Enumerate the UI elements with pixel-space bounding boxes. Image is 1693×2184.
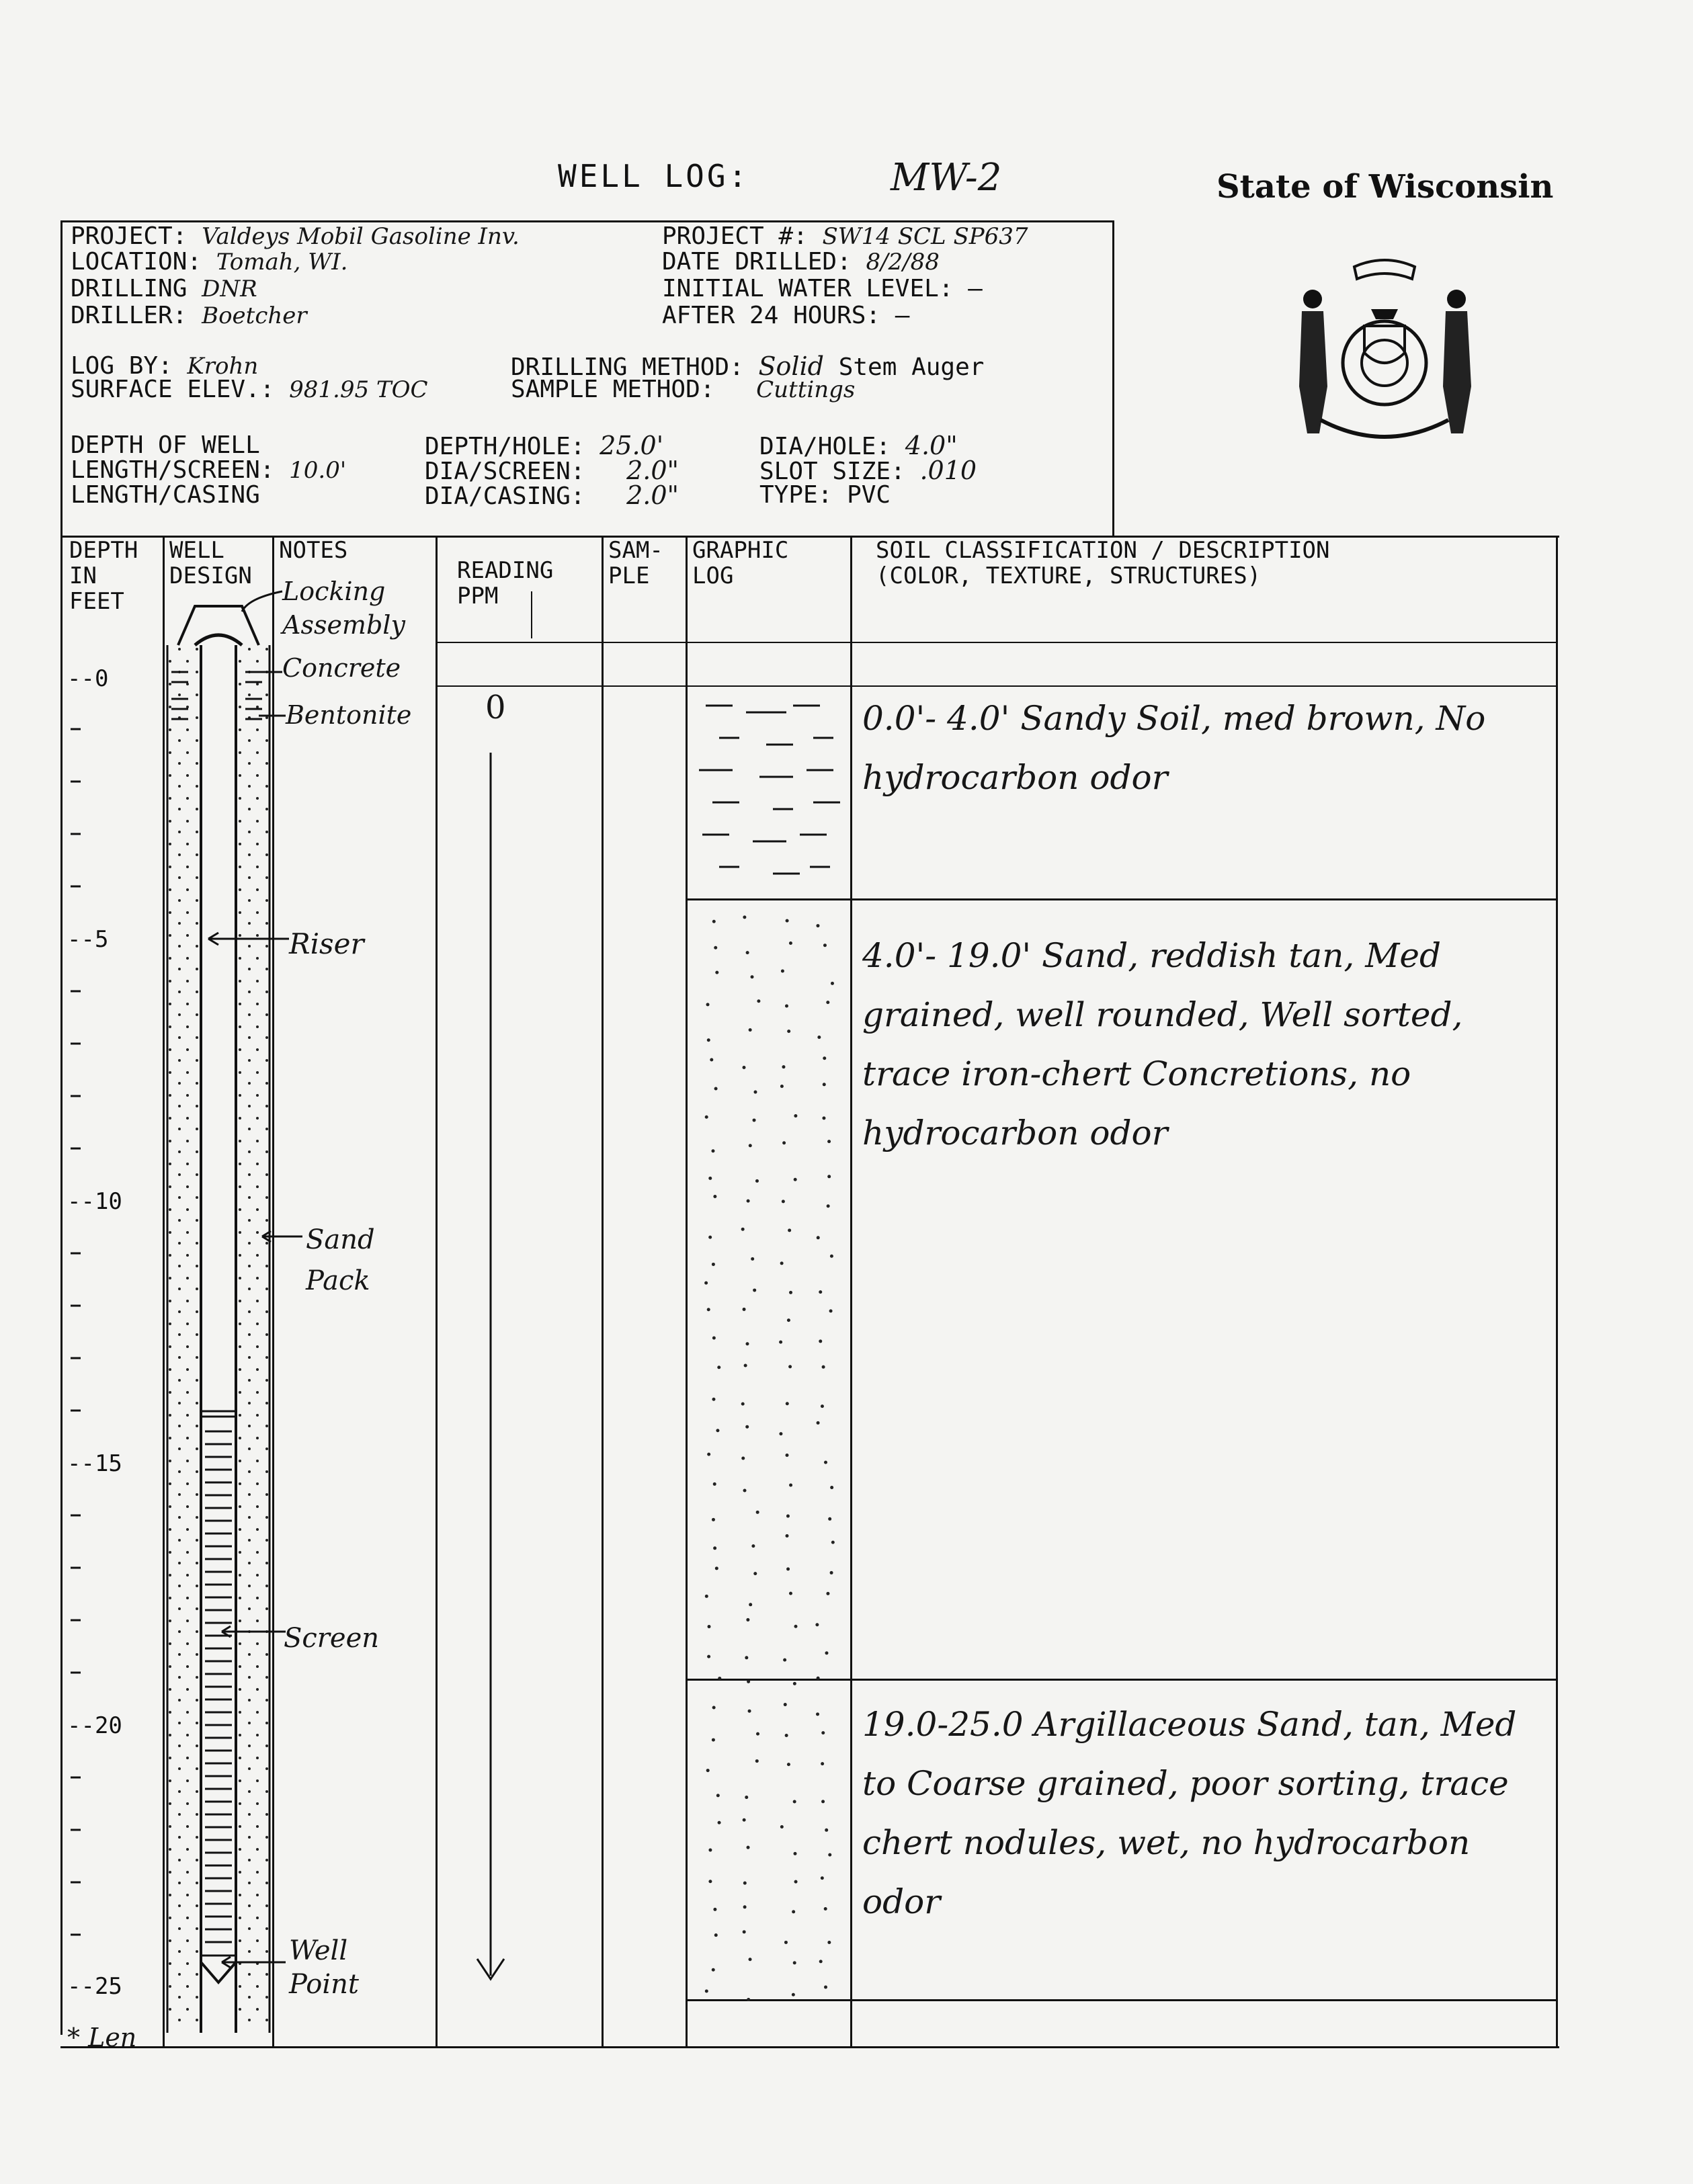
sample-method-value: Cuttings <box>756 376 856 403</box>
drilling-value: DNR <box>202 276 257 302</box>
project-value: Valdeys Mobil Gasoline Inv. <box>202 223 520 250</box>
note-riser: Riser <box>289 927 364 960</box>
sample-method-label: SAMPLE METHOD: <box>511 376 715 403</box>
state-seal-icon <box>1280 252 1489 454</box>
depth-label-0: --0 <box>67 665 109 692</box>
initial-water-label: INITIAL WATER LEVEL: <box>662 275 954 302</box>
dia-casing-label: DIA/CASING: <box>425 482 585 510</box>
project-no-label: PROJECT #: <box>662 222 808 250</box>
slot-size-label: SLOT SIZE: <box>759 458 905 485</box>
depth-label-10: --10 <box>67 1188 122 1215</box>
col-soil-line2: (COLOR, TEXTURE, STRUCTURES) <box>876 562 1262 589</box>
note-concrete: Concrete <box>282 653 401 683</box>
dia-screen-label: DIA/SCREEN: <box>425 458 585 485</box>
drilling-method-value: Solid <box>758 351 825 381</box>
depth-label-15: --15 <box>67 1450 122 1477</box>
col-notes: NOTES <box>279 537 348 564</box>
soil-description-2: 4.0'- 19.0' Sand, reddish tan, Med grained, well rounded, Well sorted, trace iron-chert Concretions, no hydrocarbon odor <box>862 936 1463 1152</box>
col-depth-line1: DEPTH <box>69 537 138 564</box>
graphic-log <box>692 685 847 2003</box>
reading-value: 0 <box>485 689 506 726</box>
note-locking: Locking <box>282 577 386 606</box>
state-title: State of Wisconsin <box>1216 168 1554 206</box>
length-casing-label: LENGTH/CASING <box>71 481 260 509</box>
dia-hole-label: DIA/HOLE: <box>759 433 891 460</box>
note-well: Well <box>289 1935 348 1966</box>
location-value: Tomah, WI. <box>216 249 348 276</box>
type-value: PVC <box>847 481 891 509</box>
footnote: * Len <box>67 2023 137 2052</box>
col-sample-line1: SAM- <box>608 537 663 564</box>
date-label: DATE DRILLED: <box>662 248 852 276</box>
project-no-value: SW14 SCL SP637 <box>822 223 1028 250</box>
depth-hole-label: DEPTH/HOLE: <box>425 433 585 460</box>
col-sample-line2: PLE <box>608 562 650 589</box>
surface-elev-label: SURFACE ELEV.: <box>71 376 275 403</box>
col-depth-line3: FEET <box>69 588 124 615</box>
note-point: Point <box>289 1969 360 2000</box>
col-graphic-line2: LOG <box>692 562 734 589</box>
depth-label-25: --25 <box>67 1973 122 2000</box>
note-assembly: Assembly <box>282 610 405 640</box>
note-bentonite: Bentonite <box>286 700 412 730</box>
driller-value: Boetcher <box>202 302 307 329</box>
col-reading-line1: READING <box>457 557 554 584</box>
col-well-line1: WELL <box>169 537 224 564</box>
type-label: TYPE: <box>759 481 833 509</box>
col-well-line2: DESIGN <box>169 562 252 589</box>
note-sand: Sand <box>306 1224 375 1255</box>
note-arrows <box>195 578 302 2003</box>
soil-description-3: 19.0-25.0 Argillaceous Sand, tan, Med to Coarse grained, poor sorting, trace chert nodules, wet, no hydrocarbon odor <box>862 1705 1517 1921</box>
depth-label-20: --20 <box>67 1712 122 1739</box>
slot-size-value: .010 <box>919 456 977 485</box>
dia-hole-value: 4.0" <box>905 431 958 460</box>
logby-value: Krohn <box>187 353 259 380</box>
dia-screen-value: 2.0" <box>626 456 679 485</box>
length-screen-value: 10.0' <box>289 457 347 484</box>
drilling-method-label: DRILLING METHOD: <box>511 353 744 381</box>
date-value: 8/2/88 <box>866 249 940 276</box>
note-screen: Screen <box>284 1623 380 1654</box>
reading-down-arrow <box>470 746 511 1989</box>
col-graphic-line1: GRAPHIC <box>692 537 789 564</box>
depth-of-well-label: DEPTH OF WELL <box>71 431 260 459</box>
project-label: PROJECT: <box>71 222 188 250</box>
length-screen-label: LENGTH/SCREEN: <box>71 456 275 484</box>
after24-value: — <box>895 302 910 329</box>
col-depth-line2: IN <box>69 562 97 589</box>
depth-label-5: --5 <box>67 926 109 953</box>
drilling-label: DRILLING <box>71 275 188 302</box>
well-id: MW-2 <box>891 156 1002 200</box>
depth-hole-value: 25.0' <box>600 431 664 460</box>
drilling-method-value2: Stem Auger <box>838 353 985 381</box>
dia-casing-value: 2.0" <box>626 480 679 510</box>
col-soil-line1: SOIL CLASSIFICATION / DESCRIPTION <box>876 537 1330 564</box>
depth-ticks <box>67 672 94 1989</box>
after24-label: AFTER 24 HOURS: <box>662 302 881 329</box>
driller-label: DRILLER: <box>71 302 188 329</box>
location-label: LOCATION: <box>71 248 202 276</box>
col-reading-line2: PPM <box>457 583 499 610</box>
title-label: WELL LOG: <box>558 158 750 194</box>
logby-label: LOG BY: <box>71 352 173 380</box>
surface-elev-value: 981.95 TOC <box>289 376 428 403</box>
soil-description-1: 0.0'- 4.0' Sandy Soil, med brown, No hydrocarbon odor <box>862 699 1486 797</box>
note-pack: Pack <box>306 1265 370 1296</box>
initial-water-value: — <box>968 275 983 302</box>
